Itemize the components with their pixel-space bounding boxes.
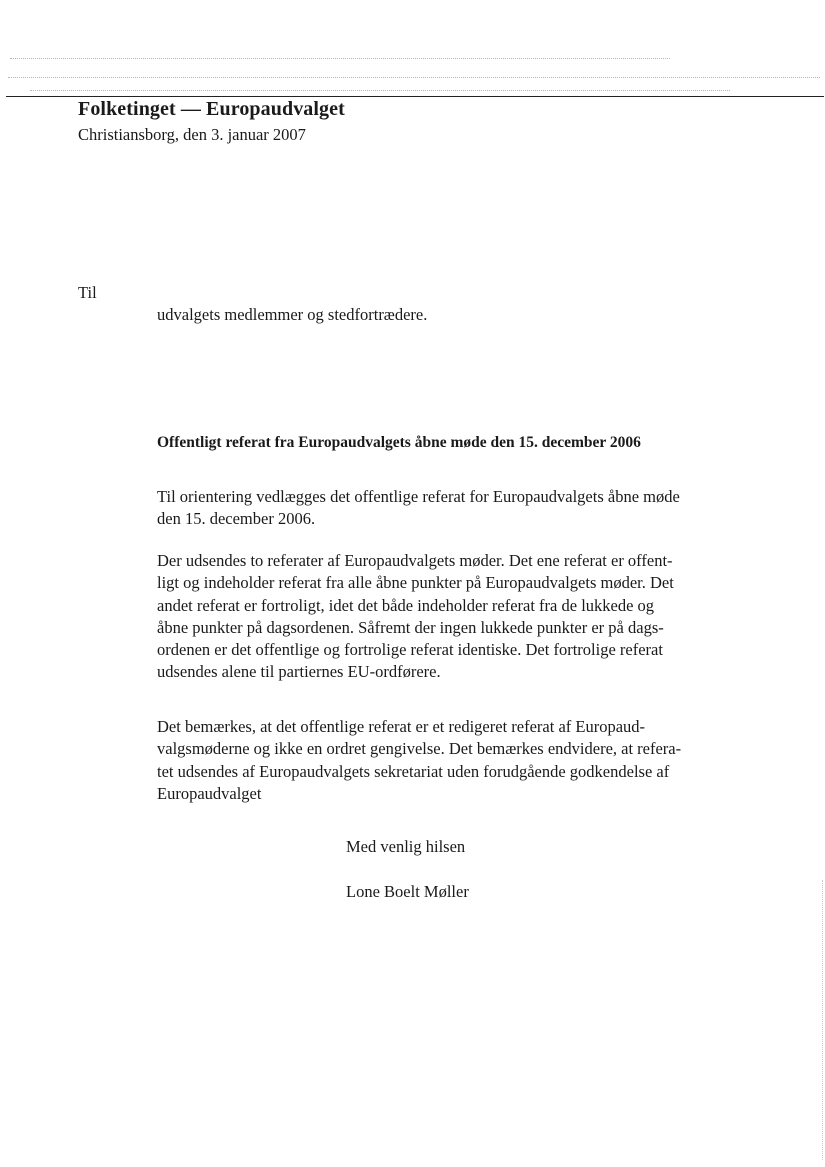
addressee-recipients: udvalgets medlemmer og stedfortrædere.: [157, 305, 428, 324]
addressee-label: Til: [78, 283, 97, 302]
signatory-name: Lone Boelt Møller: [346, 882, 469, 901]
letterhead-rule: [6, 96, 824, 97]
organization-name: Folketinget — Europaudvalget: [78, 98, 345, 120]
body-paragraph: Til orientering vedlægges det offentlige referat for Europaudvalgets åbne møde den 15. december 2006.: [157, 487, 680, 529]
letter-subject: Offentligt referat fra Europaudvalgets åbne møde den 15. december 2006: [157, 434, 641, 451]
scan-artifact-line: [8, 77, 820, 78]
closing-salutation: Med venlig hilsen: [346, 837, 466, 856]
scan-edge-artifact: [822, 880, 823, 1160]
body-paragraph: Det bemærkes, at det offentlige referat er et redigeret referat af Europaud- valgsmøderne og ikke en ordret gengivelse. Det bemærkes endvidere, at refera- tet udsendes af Europaudvalgets sekretariat uden forudgående godkendelse af Europaudvalget: [157, 717, 682, 803]
place-and-date: Christiansborg, den 3. januar 2007: [78, 125, 306, 144]
scan-artifact-line: [30, 90, 730, 91]
body-paragraph: Der udsendes to referater af Europaudvalgets møder. Det ene referat er offent- ligt og indeholder referat fra alle åbne punkter på Europaudvalgets møder. Det andet referat er fortroligt, idet det både indeholder referat fra de lukkede og åbne punkter på dagsordenen. Såfremt der ingen lukkede punkter er på dags- ordenen er det offentlige og fortrolige referat identiske. Det fortrolige referat udsendes alene til partiernes EU-ordførere.: [157, 551, 674, 682]
scan-artifact-line: [10, 58, 670, 59]
